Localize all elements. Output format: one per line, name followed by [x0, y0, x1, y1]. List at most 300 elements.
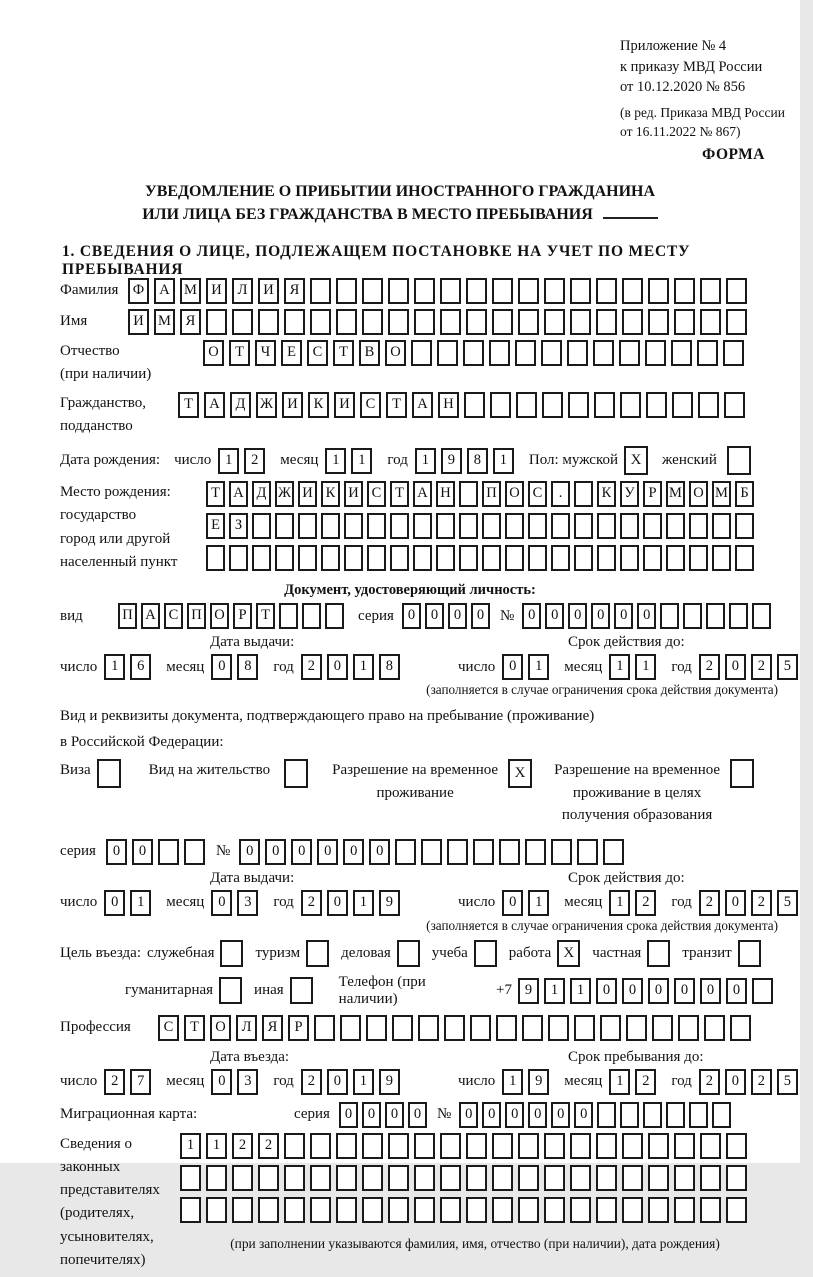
char-cell[interactable] — [418, 1015, 439, 1041]
char-cell[interactable] — [518, 1133, 539, 1159]
migration-number-cells[interactable] — [459, 1102, 735, 1128]
char-cell[interactable] — [336, 1165, 357, 1191]
char-cell[interactable]: 0 — [402, 603, 421, 629]
char-cell[interactable] — [414, 1165, 435, 1191]
char-cell[interactable] — [444, 1015, 465, 1041]
char-cell[interactable]: 1 — [609, 1069, 630, 1095]
char-cell[interactable] — [551, 545, 570, 571]
char-cell[interactable]: 2 — [301, 1069, 322, 1095]
doc-series-cells[interactable] — [402, 603, 494, 629]
char-cell[interactable]: 2 — [635, 1069, 656, 1095]
char-cell[interactable]: О — [689, 481, 708, 507]
char-cell[interactable]: К — [308, 392, 329, 418]
char-cell[interactable]: 0 — [471, 603, 490, 629]
birth-place-row-1[interactable] — [206, 481, 758, 507]
char-cell[interactable]: Ф — [128, 278, 149, 304]
char-cell[interactable]: 1 — [130, 890, 151, 916]
char-cell[interactable]: 2 — [104, 1069, 125, 1095]
char-cell[interactable]: С — [164, 603, 183, 629]
char-cell[interactable]: 0 — [369, 839, 390, 865]
char-cell[interactable] — [414, 1133, 435, 1159]
char-cell[interactable] — [666, 1102, 685, 1128]
char-cell[interactable] — [206, 1165, 227, 1191]
char-cell[interactable] — [729, 603, 748, 629]
char-cell[interactable] — [660, 603, 679, 629]
char-cell[interactable] — [700, 1197, 721, 1223]
char-cell[interactable]: 1 — [104, 654, 125, 680]
birth-day-cells[interactable] — [218, 448, 270, 474]
char-cell[interactable] — [413, 545, 432, 571]
char-cell[interactable]: Т — [390, 481, 409, 507]
char-cell[interactable] — [362, 309, 383, 335]
char-cell[interactable] — [344, 513, 363, 539]
char-cell[interactable] — [570, 278, 591, 304]
char-cell[interactable] — [505, 545, 524, 571]
char-cell[interactable]: 0 — [551, 1102, 570, 1128]
char-cell[interactable] — [648, 1165, 669, 1191]
char-cell[interactable] — [184, 839, 205, 865]
given-name-cells[interactable] — [128, 309, 752, 335]
char-cell[interactable]: 0 — [362, 1102, 381, 1128]
char-cell[interactable] — [206, 1197, 227, 1223]
char-cell[interactable] — [340, 1015, 361, 1041]
char-cell[interactable] — [622, 309, 643, 335]
char-cell[interactable] — [466, 309, 487, 335]
char-cell[interactable]: 2 — [244, 448, 265, 474]
char-cell[interactable]: С — [307, 340, 328, 366]
char-cell[interactable] — [726, 278, 747, 304]
char-cell[interactable] — [470, 1015, 491, 1041]
char-cell[interactable]: 0 — [104, 890, 125, 916]
char-cell[interactable] — [544, 1165, 565, 1191]
birth-place-row-3[interactable] — [206, 545, 758, 571]
char-cell[interactable]: 0 — [425, 603, 444, 629]
sex-male-checkbox[interactable]: X — [624, 446, 648, 475]
char-cell[interactable]: 0 — [211, 1069, 232, 1095]
sex-female-checkbox[interactable] — [727, 446, 751, 475]
doc-valid-month-cells[interactable] — [609, 654, 661, 680]
char-cell[interactable] — [544, 278, 565, 304]
char-cell[interactable] — [674, 309, 695, 335]
char-cell[interactable]: Н — [438, 392, 459, 418]
char-cell[interactable] — [567, 340, 588, 366]
permit-issue-day-cells[interactable] — [104, 890, 156, 916]
char-cell[interactable] — [574, 481, 593, 507]
char-cell[interactable]: 9 — [379, 890, 400, 916]
char-cell[interactable] — [436, 513, 455, 539]
char-cell[interactable] — [726, 309, 747, 335]
char-cell[interactable]: 1 — [206, 1133, 227, 1159]
char-cell[interactable] — [362, 1133, 383, 1159]
char-cell[interactable]: 1 — [353, 654, 374, 680]
permit-issue-month-cells[interactable] — [211, 890, 263, 916]
char-cell[interactable]: 5 — [777, 1069, 798, 1095]
char-cell[interactable] — [310, 278, 331, 304]
char-cell[interactable]: С — [360, 392, 381, 418]
char-cell[interactable]: 0 — [239, 839, 260, 865]
char-cell[interactable] — [344, 545, 363, 571]
char-cell[interactable] — [674, 1133, 695, 1159]
char-cell[interactable]: 1 — [325, 448, 346, 474]
char-cell[interactable]: С — [158, 1015, 179, 1041]
char-cell[interactable] — [390, 545, 409, 571]
char-cell[interactable] — [645, 340, 666, 366]
char-cell[interactable] — [597, 545, 616, 571]
birth-year-cells[interactable] — [415, 448, 519, 474]
patronymic-cells[interactable] — [203, 340, 749, 366]
char-cell[interactable] — [570, 309, 591, 335]
entry-day-cells[interactable] — [104, 1069, 156, 1095]
char-cell[interactable] — [548, 1015, 569, 1041]
char-cell[interactable] — [437, 340, 458, 366]
char-cell[interactable]: 0 — [339, 1102, 358, 1128]
char-cell[interactable] — [516, 392, 537, 418]
char-cell[interactable] — [466, 1165, 487, 1191]
char-cell[interactable] — [298, 513, 317, 539]
char-cell[interactable]: Р — [233, 603, 252, 629]
char-cell[interactable]: 0 — [648, 978, 669, 1004]
char-cell[interactable]: 1 — [353, 890, 374, 916]
char-cell[interactable] — [698, 392, 719, 418]
char-cell[interactable]: 0 — [545, 603, 564, 629]
char-cell[interactable] — [518, 278, 539, 304]
char-cell[interactable] — [704, 1015, 725, 1041]
char-cell[interactable] — [464, 392, 485, 418]
char-cell[interactable]: 1 — [351, 448, 372, 474]
char-cell[interactable]: Д — [230, 392, 251, 418]
char-cell[interactable]: 1 — [570, 978, 591, 1004]
char-cell[interactable]: К — [597, 481, 616, 507]
char-cell[interactable] — [735, 545, 754, 571]
doc-issue-day-cells[interactable] — [104, 654, 156, 680]
char-cell[interactable] — [648, 1133, 669, 1159]
char-cell[interactable]: И — [128, 309, 149, 335]
char-cell[interactable] — [180, 1165, 201, 1191]
birth-month-cells[interactable] — [325, 448, 377, 474]
char-cell[interactable]: К — [321, 481, 340, 507]
char-cell[interactable] — [735, 513, 754, 539]
char-cell[interactable] — [752, 603, 771, 629]
char-cell[interactable]: 2 — [751, 1069, 772, 1095]
char-cell[interactable] — [577, 839, 598, 865]
char-cell[interactable]: 0 — [637, 603, 656, 629]
permit-valid-day-cells[interactable] — [502, 890, 554, 916]
char-cell[interactable] — [674, 278, 695, 304]
char-cell[interactable]: А — [412, 392, 433, 418]
purpose-humanitarian-checkbox[interactable] — [219, 977, 242, 1004]
char-cell[interactable]: С — [528, 481, 547, 507]
doc-issue-month-cells[interactable] — [211, 654, 263, 680]
char-cell[interactable] — [362, 278, 383, 304]
char-cell[interactable] — [674, 1197, 695, 1223]
char-cell[interactable] — [336, 1197, 357, 1223]
char-cell[interactable]: 2 — [751, 654, 772, 680]
char-cell[interactable] — [515, 340, 536, 366]
entry-year-cells[interactable] — [301, 1069, 405, 1095]
char-cell[interactable] — [730, 1015, 751, 1041]
char-cell[interactable]: О — [203, 340, 224, 366]
char-cell[interactable] — [574, 1015, 595, 1041]
char-cell[interactable] — [440, 1133, 461, 1159]
char-cell[interactable] — [622, 1197, 643, 1223]
char-cell[interactable] — [321, 545, 340, 571]
purpose-transit-checkbox[interactable] — [738, 940, 761, 967]
char-cell[interactable]: О — [210, 1015, 231, 1041]
char-cell[interactable] — [252, 545, 271, 571]
char-cell[interactable] — [622, 1165, 643, 1191]
purpose-other-checkbox[interactable] — [290, 977, 313, 1004]
char-cell[interactable] — [275, 513, 294, 539]
purpose-business-checkbox[interactable] — [397, 940, 420, 967]
char-cell[interactable] — [620, 545, 639, 571]
char-cell[interactable]: 9 — [379, 1069, 400, 1095]
char-cell[interactable]: 7 — [130, 1069, 151, 1095]
char-cell[interactable] — [466, 1197, 487, 1223]
guardians-row-3[interactable] — [180, 1197, 770, 1223]
char-cell[interactable] — [666, 545, 685, 571]
char-cell[interactable] — [466, 278, 487, 304]
char-cell[interactable]: А — [229, 481, 248, 507]
char-cell[interactable] — [544, 309, 565, 335]
char-cell[interactable] — [279, 603, 298, 629]
char-cell[interactable]: . — [551, 481, 570, 507]
char-cell[interactable]: 2 — [232, 1133, 253, 1159]
char-cell[interactable] — [643, 545, 662, 571]
char-cell[interactable]: 0 — [614, 603, 633, 629]
char-cell[interactable]: 1 — [609, 654, 630, 680]
char-cell[interactable] — [411, 340, 432, 366]
char-cell[interactable]: 2 — [301, 890, 322, 916]
char-cell[interactable] — [466, 1133, 487, 1159]
char-cell[interactable] — [596, 1197, 617, 1223]
char-cell[interactable] — [622, 1133, 643, 1159]
char-cell[interactable] — [544, 1133, 565, 1159]
char-cell[interactable]: М — [712, 481, 731, 507]
char-cell[interactable]: 0 — [448, 603, 467, 629]
char-cell[interactable] — [392, 1015, 413, 1041]
char-cell[interactable]: 2 — [699, 1069, 720, 1095]
char-cell[interactable] — [388, 1197, 409, 1223]
char-cell[interactable]: 5 — [777, 890, 798, 916]
char-cell[interactable]: 0 — [725, 1069, 746, 1095]
char-cell[interactable] — [689, 1102, 708, 1128]
migration-series-cells[interactable] — [339, 1102, 431, 1128]
char-cell[interactable] — [258, 1165, 279, 1191]
char-cell[interactable] — [518, 309, 539, 335]
char-cell[interactable]: 1 — [218, 448, 239, 474]
char-cell[interactable] — [620, 392, 641, 418]
char-cell[interactable] — [336, 278, 357, 304]
char-cell[interactable] — [544, 1197, 565, 1223]
char-cell[interactable]: 0 — [106, 839, 127, 865]
char-cell[interactable]: 9 — [441, 448, 462, 474]
char-cell[interactable] — [206, 309, 227, 335]
char-cell[interactable] — [252, 513, 271, 539]
char-cell[interactable] — [648, 309, 669, 335]
char-cell[interactable] — [570, 1133, 591, 1159]
stay-month-cells[interactable] — [609, 1069, 661, 1095]
char-cell[interactable]: 0 — [502, 890, 523, 916]
char-cell[interactable] — [496, 1015, 517, 1041]
char-cell[interactable]: 0 — [622, 978, 643, 1004]
doc-number-cells[interactable] — [522, 603, 775, 629]
char-cell[interactable] — [314, 1015, 335, 1041]
char-cell[interactable] — [596, 1165, 617, 1191]
char-cell[interactable] — [712, 513, 731, 539]
char-cell[interactable]: С — [367, 481, 386, 507]
char-cell[interactable] — [574, 513, 593, 539]
char-cell[interactable]: Т — [256, 603, 275, 629]
char-cell[interactable] — [643, 513, 662, 539]
char-cell[interactable] — [726, 1165, 747, 1191]
char-cell[interactable] — [643, 1102, 662, 1128]
char-cell[interactable] — [258, 1197, 279, 1223]
char-cell[interactable] — [473, 839, 494, 865]
char-cell[interactable] — [388, 309, 409, 335]
char-cell[interactable]: Т — [178, 392, 199, 418]
char-cell[interactable]: И — [344, 481, 363, 507]
char-cell[interactable] — [492, 278, 513, 304]
char-cell[interactable] — [551, 513, 570, 539]
char-cell[interactable] — [275, 545, 294, 571]
char-cell[interactable]: М — [154, 309, 175, 335]
char-cell[interactable]: 8 — [379, 654, 400, 680]
char-cell[interactable] — [593, 340, 614, 366]
visa-checkbox[interactable] — [97, 759, 121, 788]
char-cell[interactable]: И — [258, 278, 279, 304]
char-cell[interactable]: Т — [229, 340, 250, 366]
char-cell[interactable] — [310, 1165, 331, 1191]
char-cell[interactable]: А — [154, 278, 175, 304]
char-cell[interactable] — [525, 839, 546, 865]
char-cell[interactable]: Д — [252, 481, 271, 507]
char-cell[interactable]: Е — [206, 513, 225, 539]
char-cell[interactable]: 0 — [726, 978, 747, 1004]
char-cell[interactable] — [414, 1197, 435, 1223]
char-cell[interactable]: 8 — [237, 654, 258, 680]
char-cell[interactable] — [683, 603, 702, 629]
char-cell[interactable] — [724, 392, 745, 418]
char-cell[interactable] — [541, 340, 562, 366]
char-cell[interactable] — [492, 309, 513, 335]
stay-year-cells[interactable] — [699, 1069, 803, 1095]
char-cell[interactable] — [436, 545, 455, 571]
char-cell[interactable]: 2 — [635, 890, 656, 916]
char-cell[interactable] — [232, 309, 253, 335]
guardians-row-2[interactable] — [180, 1165, 770, 1191]
char-cell[interactable] — [388, 1133, 409, 1159]
char-cell[interactable]: 3 — [237, 1069, 258, 1095]
permit-series-cells[interactable] — [106, 839, 210, 865]
char-cell[interactable]: П — [187, 603, 206, 629]
purpose-tourism-checkbox[interactable] — [306, 940, 329, 967]
char-cell[interactable]: 5 — [777, 654, 798, 680]
guardians-row-1[interactable] — [180, 1133, 770, 1159]
char-cell[interactable]: О — [210, 603, 229, 629]
char-cell[interactable]: 0 — [700, 978, 721, 1004]
char-cell[interactable]: 1 — [493, 448, 514, 474]
char-cell[interactable]: 0 — [482, 1102, 501, 1128]
birth-place-row-2[interactable] — [206, 513, 758, 539]
char-cell[interactable]: 0 — [725, 654, 746, 680]
char-cell[interactable] — [652, 1015, 673, 1041]
purpose-study-checkbox[interactable] — [474, 940, 497, 967]
char-cell[interactable]: М — [180, 278, 201, 304]
char-cell[interactable]: Е — [281, 340, 302, 366]
char-cell[interactable] — [388, 278, 409, 304]
char-cell[interactable] — [528, 545, 547, 571]
char-cell[interactable] — [463, 340, 484, 366]
char-cell[interactable] — [697, 340, 718, 366]
char-cell[interactable] — [597, 1102, 616, 1128]
char-cell[interactable] — [440, 1165, 461, 1191]
char-cell[interactable]: 0 — [596, 978, 617, 1004]
char-cell[interactable]: 9 — [518, 978, 539, 1004]
char-cell[interactable]: 0 — [505, 1102, 524, 1128]
char-cell[interactable] — [284, 1165, 305, 1191]
char-cell[interactable]: 1 — [609, 890, 630, 916]
char-cell[interactable] — [158, 839, 179, 865]
char-cell[interactable]: Я — [284, 278, 305, 304]
char-cell[interactable]: А — [413, 481, 432, 507]
char-cell[interactable] — [206, 545, 225, 571]
char-cell[interactable] — [362, 1165, 383, 1191]
char-cell[interactable]: 0 — [132, 839, 153, 865]
char-cell[interactable] — [258, 309, 279, 335]
char-cell[interactable] — [700, 1165, 721, 1191]
char-cell[interactable] — [440, 278, 461, 304]
char-cell[interactable]: М — [666, 481, 685, 507]
char-cell[interactable] — [232, 1197, 253, 1223]
char-cell[interactable]: 2 — [751, 890, 772, 916]
char-cell[interactable] — [678, 1015, 699, 1041]
char-cell[interactable]: Т — [184, 1015, 205, 1041]
char-cell[interactable] — [482, 513, 501, 539]
char-cell[interactable]: О — [505, 481, 524, 507]
char-cell[interactable] — [574, 545, 593, 571]
char-cell[interactable] — [600, 1015, 621, 1041]
char-cell[interactable]: 0 — [265, 839, 286, 865]
char-cell[interactable]: И — [206, 278, 227, 304]
char-cell[interactable] — [666, 513, 685, 539]
char-cell[interactable]: 0 — [674, 978, 695, 1004]
char-cell[interactable] — [489, 340, 510, 366]
char-cell[interactable] — [646, 392, 667, 418]
char-cell[interactable] — [674, 1165, 695, 1191]
char-cell[interactable]: Ч — [255, 340, 276, 366]
char-cell[interactable] — [752, 978, 773, 1004]
char-cell[interactable] — [367, 513, 386, 539]
permit-number-cells[interactable] — [239, 839, 629, 865]
char-cell[interactable] — [325, 603, 344, 629]
char-cell[interactable] — [180, 1197, 201, 1223]
char-cell[interactable]: П — [118, 603, 137, 629]
char-cell[interactable] — [505, 513, 524, 539]
char-cell[interactable] — [440, 309, 461, 335]
char-cell[interactable] — [388, 1165, 409, 1191]
char-cell[interactable]: Л — [236, 1015, 257, 1041]
char-cell[interactable]: 0 — [317, 839, 338, 865]
char-cell[interactable]: 0 — [528, 1102, 547, 1128]
char-cell[interactable]: Т — [386, 392, 407, 418]
char-cell[interactable]: П — [482, 481, 501, 507]
char-cell[interactable] — [522, 1015, 543, 1041]
char-cell[interactable] — [619, 340, 640, 366]
phone-cells[interactable] — [518, 978, 778, 1004]
char-cell[interactable]: 0 — [385, 1102, 404, 1128]
char-cell[interactable] — [492, 1133, 513, 1159]
char-cell[interactable] — [620, 513, 639, 539]
